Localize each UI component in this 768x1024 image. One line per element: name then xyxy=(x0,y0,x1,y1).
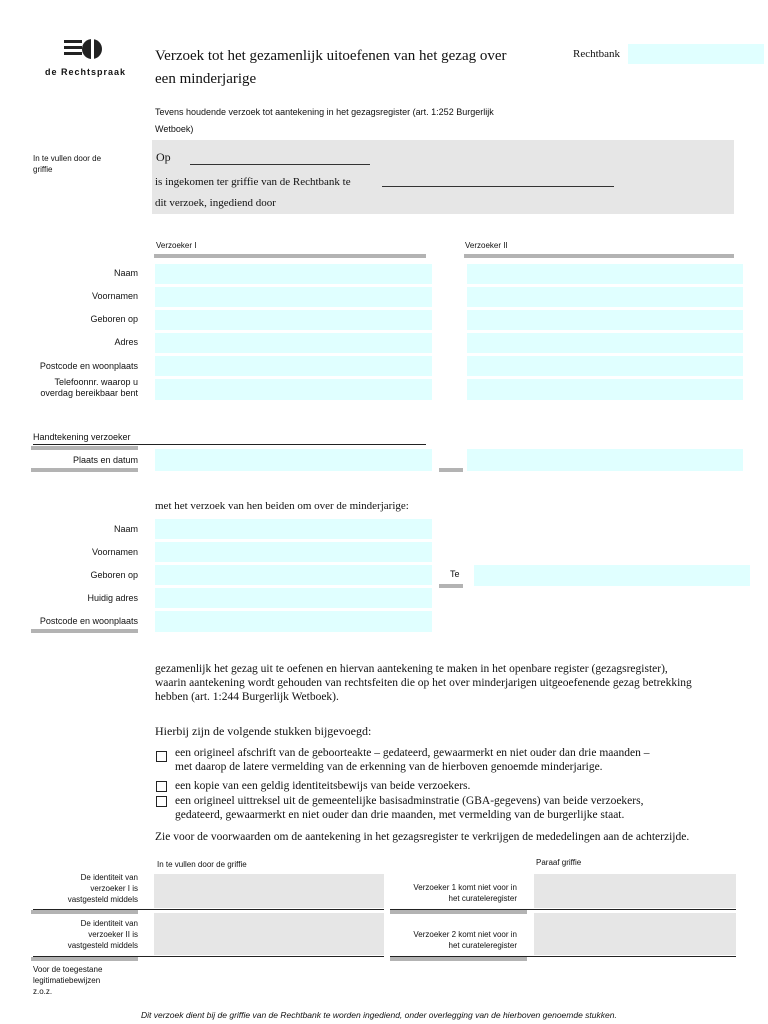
rechtbank-field[interactable] xyxy=(628,44,764,64)
subtitle: Tevens houdende verzoek tot aantekening in het gezagsregister (art. 1:252 Burgerlijk Wetboek) xyxy=(155,107,494,134)
v2-voornamen-field[interactable] xyxy=(467,287,743,307)
v1-adres-field[interactable] xyxy=(155,333,432,353)
item-geboorteakte: een origineel afschrift van de geboorteakte – gedateerd, gewaarmerkt en niet ouder dan drie maanden – met daarop de latere vermelding van de erkenning van de hierboven genoemde minderjarige. xyxy=(175,747,650,773)
rechtbank-te-line[interactable] xyxy=(382,186,614,187)
item-gba: een origineel uittreksel uit de gemeentelijke basisadminstratie (GBA-gegevens) van beide verzoekers, gedateerd, gewaarmerkt en niet ouder dan drie maanden, met vermelding van de burgerlijke staat. xyxy=(175,795,644,821)
v2-plaats-datum-field[interactable] xyxy=(467,449,743,471)
verzoeker-1-bar xyxy=(154,254,426,258)
telefoon-label: Telefoonnr. waarop u overdag bereikbaar bent xyxy=(40,377,138,398)
v1-plaats-datum-field[interactable] xyxy=(155,449,432,471)
verzoeker-2-bar xyxy=(464,254,734,258)
minderjarige-intro: met het verzoek van hen beiden om over de minderjarige: xyxy=(155,500,409,512)
paraaf-griffie-label: Paraaf griffie xyxy=(536,858,582,867)
logo-text: de Rechtspraak xyxy=(45,67,127,77)
handtekening-label: Handtekening verzoeker xyxy=(33,432,131,442)
griffie-label-bottom: In te vullen door de griffie xyxy=(157,860,247,869)
naam-label: Naam xyxy=(113,268,138,278)
bijgevoegd-text: Hierbij zijn de volgende stukken bijgevoegd: xyxy=(155,724,372,738)
legitimatie-note: Voor de toegestane legitimatiebewijzen z.o.z. xyxy=(33,965,103,996)
v1-telefoon-field[interactable] xyxy=(155,379,432,400)
rechtbank-label: Rechtbank xyxy=(573,48,621,60)
identiteit-1-bar xyxy=(31,910,138,914)
te-bar xyxy=(439,584,463,588)
footer-note: Dit verzoek dient bij de griffie van de Rechtbank te worden ingediend, onder overlegging van de hierboven genoemde stukken. xyxy=(141,1010,617,1020)
min-naam-label: Naam xyxy=(113,524,138,534)
v1-postcode-field[interactable] xyxy=(155,356,432,376)
v2-postcode-field[interactable] xyxy=(467,356,743,376)
min-naam-field[interactable] xyxy=(155,519,432,539)
identiteit-1-label: De identiteit van verzoeker I is vastgesteld middels xyxy=(67,873,138,904)
identiteit-2-field[interactable] xyxy=(154,913,384,955)
curatele-1-bar xyxy=(390,910,527,914)
griffie-side-label: In te vullen door de griffie xyxy=(33,154,102,174)
min-adres-field[interactable] xyxy=(155,588,432,608)
v2-telefoon-field[interactable] xyxy=(467,379,743,400)
rechtspraak-logo-icon xyxy=(64,37,112,61)
v2-adres-field[interactable] xyxy=(467,333,743,353)
v2-geboren-field[interactable] xyxy=(467,310,743,330)
checkbox-geboorteakte[interactable] xyxy=(156,751,167,762)
curatele-2-bar xyxy=(390,957,527,961)
min-adres-label: Huidig adres xyxy=(87,593,138,603)
verzoek-paragraph: gezamenlijk het gezag uit te oefenen en hiervan aantekening te maken in het openbare register (gezagsregister), waarin aantekening wordt gehouden van rechtsfeiten die op het over minderjarigen uitgeoefenende gezag betrekking hebben (art. 1:244 Burgerlijk Wetboek). xyxy=(155,663,692,703)
te-field[interactable] xyxy=(474,565,750,586)
paraaf-2-field[interactable] xyxy=(534,913,736,955)
adres-label: Adres xyxy=(114,337,138,347)
checkbox-identiteitsbewijs[interactable] xyxy=(156,781,167,792)
logo xyxy=(40,37,140,81)
verzoeker-2-header: Verzoeker II xyxy=(465,241,508,250)
curatele-1-label: Verzoeker 1 komt niet voor in het curateleregister xyxy=(413,883,517,903)
min-geboren-field[interactable] xyxy=(155,565,432,585)
plaats-bar-left xyxy=(31,468,138,472)
postcode-label: Postcode en woonplaats xyxy=(39,361,138,371)
curatele-2-label: Verzoeker 2 komt niet voor in het curateleregister xyxy=(413,930,517,950)
handtekening-bar xyxy=(31,446,138,450)
te-label: Te xyxy=(450,569,460,579)
v1-geboren-field[interactable] xyxy=(155,310,432,330)
checkbox-gba[interactable] xyxy=(156,796,167,807)
min-postcode-field[interactable] xyxy=(155,611,432,632)
v1-voornamen-field[interactable] xyxy=(155,287,432,307)
identiteit-1-field[interactable] xyxy=(154,874,384,908)
ingekomen-label: is ingekomen ter griffie van de Rechtbank te xyxy=(155,176,351,188)
min-postcode-label: Postcode en woonplaats xyxy=(39,616,138,626)
v2-naam-field[interactable] xyxy=(467,264,743,284)
geboren-label: Geboren op xyxy=(90,314,138,324)
verzoeker-1-header: Verzoeker I xyxy=(156,241,197,250)
plaats-bar-mid xyxy=(439,468,463,472)
identiteit-2-bar xyxy=(31,957,138,961)
plaats-datum-label: Plaats en datum xyxy=(72,455,138,465)
op-label: Op xyxy=(156,150,171,164)
item-identiteitsbewijs: een kopie van een geldig identiteitsbewijs van beide verzoekers. xyxy=(175,780,471,792)
identiteit-2-label: De identiteit van verzoeker II is vastgesteld middels xyxy=(67,919,138,950)
min-voornamen-label: Voornamen xyxy=(91,547,138,557)
zie-voorwaarden: Zie voor de voorwaarden om de aantekening in het gezagsregister te verkrijgen de mededelingen aan de achterzijde. xyxy=(155,831,690,843)
op-date-line[interactable] xyxy=(190,164,370,165)
ingediend-label: dit verzoek, ingediend door xyxy=(155,197,276,209)
min-geboren-label: Geboren op xyxy=(90,570,138,580)
handtekening-line[interactable] xyxy=(33,444,426,445)
voornamen-label: Voornamen xyxy=(91,291,138,301)
page-title: Verzoek tot het gezamenlijk uitoefenen van het gezag over een minderjarige xyxy=(155,48,507,87)
min-postcode-bar xyxy=(31,629,138,633)
v1-naam-field[interactable] xyxy=(155,264,432,284)
min-voornamen-field[interactable] xyxy=(155,542,432,562)
paraaf-1-field[interactable] xyxy=(534,874,736,908)
